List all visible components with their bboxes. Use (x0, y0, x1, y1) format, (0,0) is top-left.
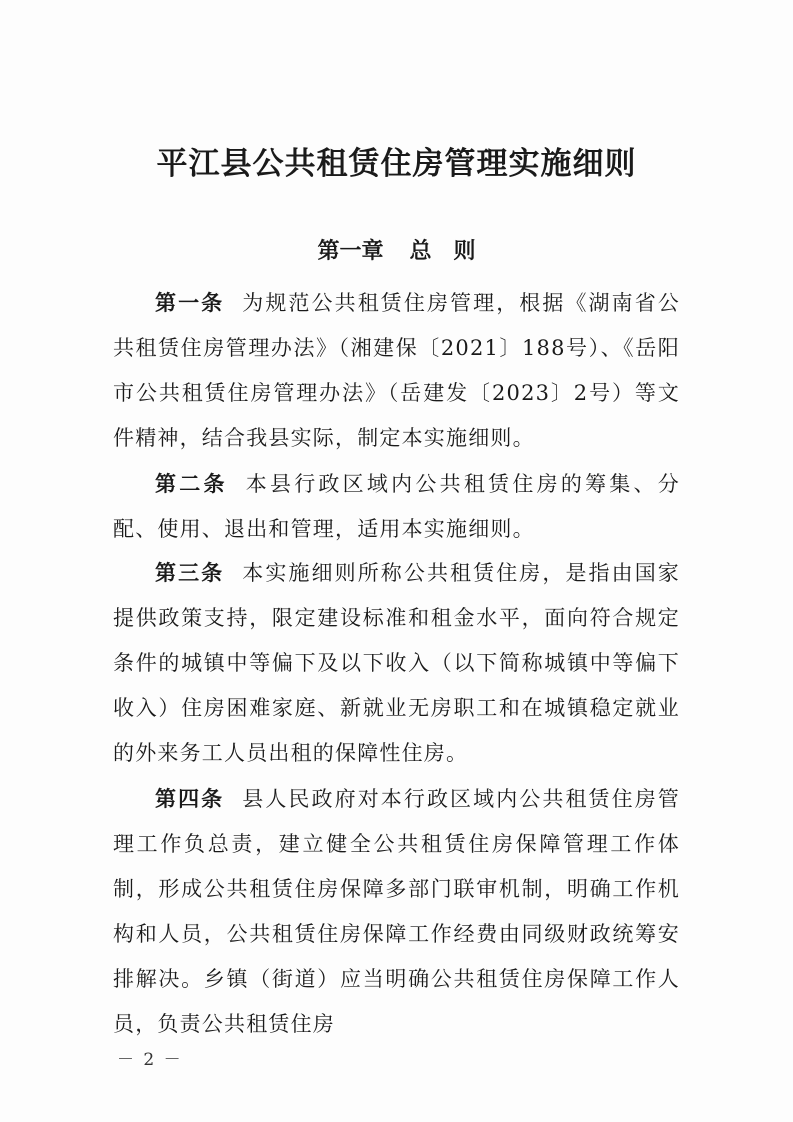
article-number: 第三条 (155, 560, 225, 585)
chapter-number: 第一章 (317, 238, 384, 264)
article-number: 第二条 (155, 471, 228, 496)
chapter-heading (0, 234, 793, 265)
article-3 (113, 550, 680, 776)
chapter-name: 总 则 (409, 238, 476, 264)
article-1 (113, 280, 680, 461)
article-text: 县人民政府对本行政区域内公共租赁住房管理工作负总责，建立健全公共租赁住房保障管理工作体制，形成公共租赁住房保障多部门联审机制，明确工作机构和人员，公共租赁住房保障工作经费由同级财政统筹安排解决。乡镇（街道）应当明确公共租赁住房保障工作人员，负责公共租赁住房 (113, 787, 680, 1036)
article-4 (113, 776, 680, 1047)
article-text: 本实施细则所称公共租赁住房，是指由国家提供政策支持，限定建设标准和租金水平，面向符合规定条件的城镇中等偏下及以下收入（以下简称城镇中等偏下收入）住房困难家庭、新就业无房职工和在城镇稳定就业的外来务工人员出租的保障性住房。 (113, 561, 680, 765)
page-number: － 2 － (117, 1050, 183, 1070)
article-number: 第一条 (155, 290, 225, 315)
article-number: 第四条 (155, 786, 225, 811)
article-2 (113, 461, 680, 552)
document-title: 平江县公共租赁住房管理实施细则 (156, 146, 637, 182)
article-text: 本县行政区域内公共租赁住房的筹集、分配、使用、退出和管理，适用本实施细则。 (113, 472, 680, 541)
article-text: 为规范公共租赁住房管理，根据《湖南省公共租赁住房管理办法》（湘建保〔2021〕188号）、《岳阳市公共租赁住房管理办法》（岳建发〔2023〕2号）等文件精神，结合我县实际，制定本实施细则。 (113, 291, 680, 450)
